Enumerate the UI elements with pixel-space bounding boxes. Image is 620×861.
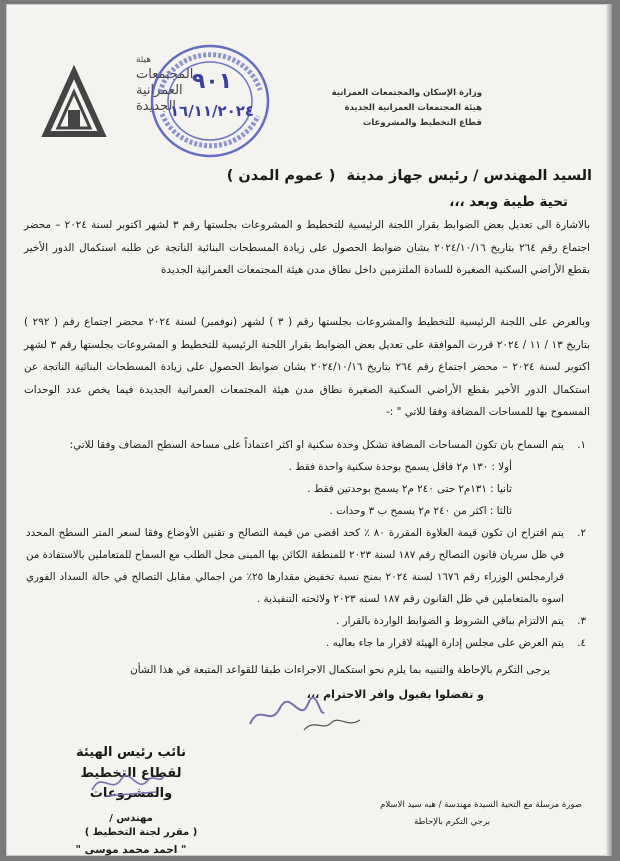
sub-item: ثانيا : ١٣١م٢ حتى ٢٤٠ م٢ يسمح بوحدتين فقط .	[307, 483, 512, 495]
authority-name: هيئة المجتمعات العمرانية الجديدة	[344, 103, 482, 113]
logo-text-4: الجديدة	[136, 99, 177, 114]
addressee	[32, 168, 592, 184]
copy-recipient: صورة مرسلة مع التحية السيدة مهندسة / هبه سيد الاسلام	[380, 800, 582, 810]
decision-list	[26, 434, 586, 654]
paragraph-reference: بالاشارة الى تعديل بعض الضوابط بقرار اللجنة الرئيسية للتخطيط و المشروعات بجلستها رقم ٣ لشهر اكتوبر لسنة ٢٠٢٤ – محضر اجتماع رقم ٢٦٤ بتاريخ ٢٠٢٤/١٠/١٦ بشان ضوابط الحصول على زيادة المسطحات البنائية الناتجة عن طلبه استكمال الدور الأخير بقطع الأراضي السكنية الصغيرة للسادة الملتزمين داخل نطاق مدن هيئة المجتمعات العمرانية الجديدة	[24, 219, 591, 276]
closing-regards: و تفضلوا بقبول وافر الاحترام ،،،	[306, 688, 484, 701]
committee-rapporteur: ( مقرر لجنة التخطيط )	[84, 827, 198, 838]
ministry-name: وزارة الإسكان والمجتمعات العمرانية	[331, 88, 482, 98]
logo-text-3: العمرانية	[136, 83, 183, 98]
list-item	[26, 434, 586, 522]
logo-text-1: هيئة	[136, 55, 152, 65]
item-text: يتم الالتزام بباقي الشروط و الضوابط الواردة بالقرار .	[336, 615, 564, 627]
addressee-line: السيد المهندس / رئيس جهاز مدينة	[346, 168, 592, 184]
scan-edge	[606, 4, 612, 856]
signature-title: نائب رئيس الهيئة	[76, 745, 186, 760]
signature-name: " احمد محمد موسى "	[75, 844, 187, 856]
signature-sector: لقطاع التخطيط والمشروعات	[80, 766, 182, 801]
document-page	[6, 4, 612, 856]
item-number: ٤.	[577, 637, 586, 649]
initial-mark	[302, 712, 362, 736]
item-number: ٢.	[577, 527, 586, 539]
greeting: تحية طيبة وبعد ،،،	[449, 194, 568, 210]
signature-block	[46, 742, 216, 860]
item-text: يتم السماح بان تكون المساحات المضافة تشكل وحدة سكنية او اكثر اعتماداً على مساحة السطح المضاف وفقا للاتي:	[69, 439, 564, 451]
sub-item: ثالثا : اكثر من ٢٤٠ م٢ يسمح ب ٣ وحدات .	[329, 505, 512, 517]
paragraph-decision: وبالعرض على اللجنة الرئيسية للتخطيط والمشروعات بجلستها رقم ( ٣ ) لشهر (نوفمبر) لسنة ٢٠٢٤ محضر اجتماع رقم ( ٢٩٢ ) بتاريخ ١٣ / ١١ / ٢٠٢٤ قررت الموافقة على تعديل بعض الضوابط بقرار اللجنة الرئيسية للتخطيط و المشروعات بجلستها رقم ٣ لشهر اكتوبر لسنة ٢٠٢٤ – محضر اجتماع رقم ٢٦٤ بتاريخ ٢٠٢٤/١٠/١٦ بشان ضوابط الحصول على زيادة المسطحات البنائية الناتجة عن استكمال الدور الأخير بقطع الأراضي السكنية الصغيرة نطاق مدن هيئة المجتمعات العمرانية الجديدة فيما يخص عدد الوحدات المسموح بها للمساحات المضافة وفقا للاتي " :-	[24, 316, 590, 418]
list-item	[26, 610, 586, 632]
list-item	[26, 632, 586, 654]
logo-text-2: المجتمعات	[136, 67, 194, 82]
sub-item: أولا : ١٣٠ م٢ فاقل يسمح بوحدة سكنية واحدة فقط .	[288, 461, 512, 473]
addressee-scope: ( عموم المدن )	[226, 168, 336, 184]
authority-logo	[36, 48, 194, 144]
sector-name: قطاع التخطيط والمشروعات	[362, 118, 482, 128]
letterhead	[322, 86, 482, 131]
copy-request: برجي التكرم بالإحاطة	[414, 817, 490, 827]
item-text: يتم اقتراح ان تكون قيمة العلاوة المقررة ٨٠ ٪ كحد اقصى من قيمة التصالح و تقنين الأوضاع وفقا لسعر المتر السطح المحدد في ظل سريان قانون التصالح رقم ١٨٧ لسنة ٢٠٢٣ للمنطقة الكائن بها المبنى محل الطلب مع السماح للمتعاملين بالاستفادة من قرارمجلس الوزراء رقم ١٦٧٦ لسنة ٢٠٢٤ بمنح نسبة تخفيض مقدارها ٢٥٪ من اجمالي مقابل التصالح في حالة السداد الفوري اسوه بالمتعاملين في ظل القانون رقم ١٨٧ لسنه ٢٠٢٣ ولائحته التنفيذية .	[26, 527, 564, 605]
handwritten-signature	[86, 766, 166, 800]
signature-eng: مهندس /	[109, 813, 153, 824]
official-stamp	[148, 42, 272, 160]
item-text: يتم العرض على مجلس إدارة الهيئة لاقرار ما جاء بعاليه .	[326, 637, 564, 649]
item-number: ١.	[577, 439, 586, 451]
list-item	[26, 522, 586, 610]
stamp-date: ١٦/١١/٢٠٢٤	[169, 102, 255, 120]
stamp-number: ٩٠١	[191, 69, 233, 94]
copy-note	[380, 797, 582, 831]
closing-request: يرجى التكرم بالإحاطة والتنبيه بما يلزم نحو استكمال الاجراءات طبقا للقواعد المتبعة في هذا الشأن	[130, 664, 550, 676]
item-number: ٣.	[577, 615, 586, 627]
